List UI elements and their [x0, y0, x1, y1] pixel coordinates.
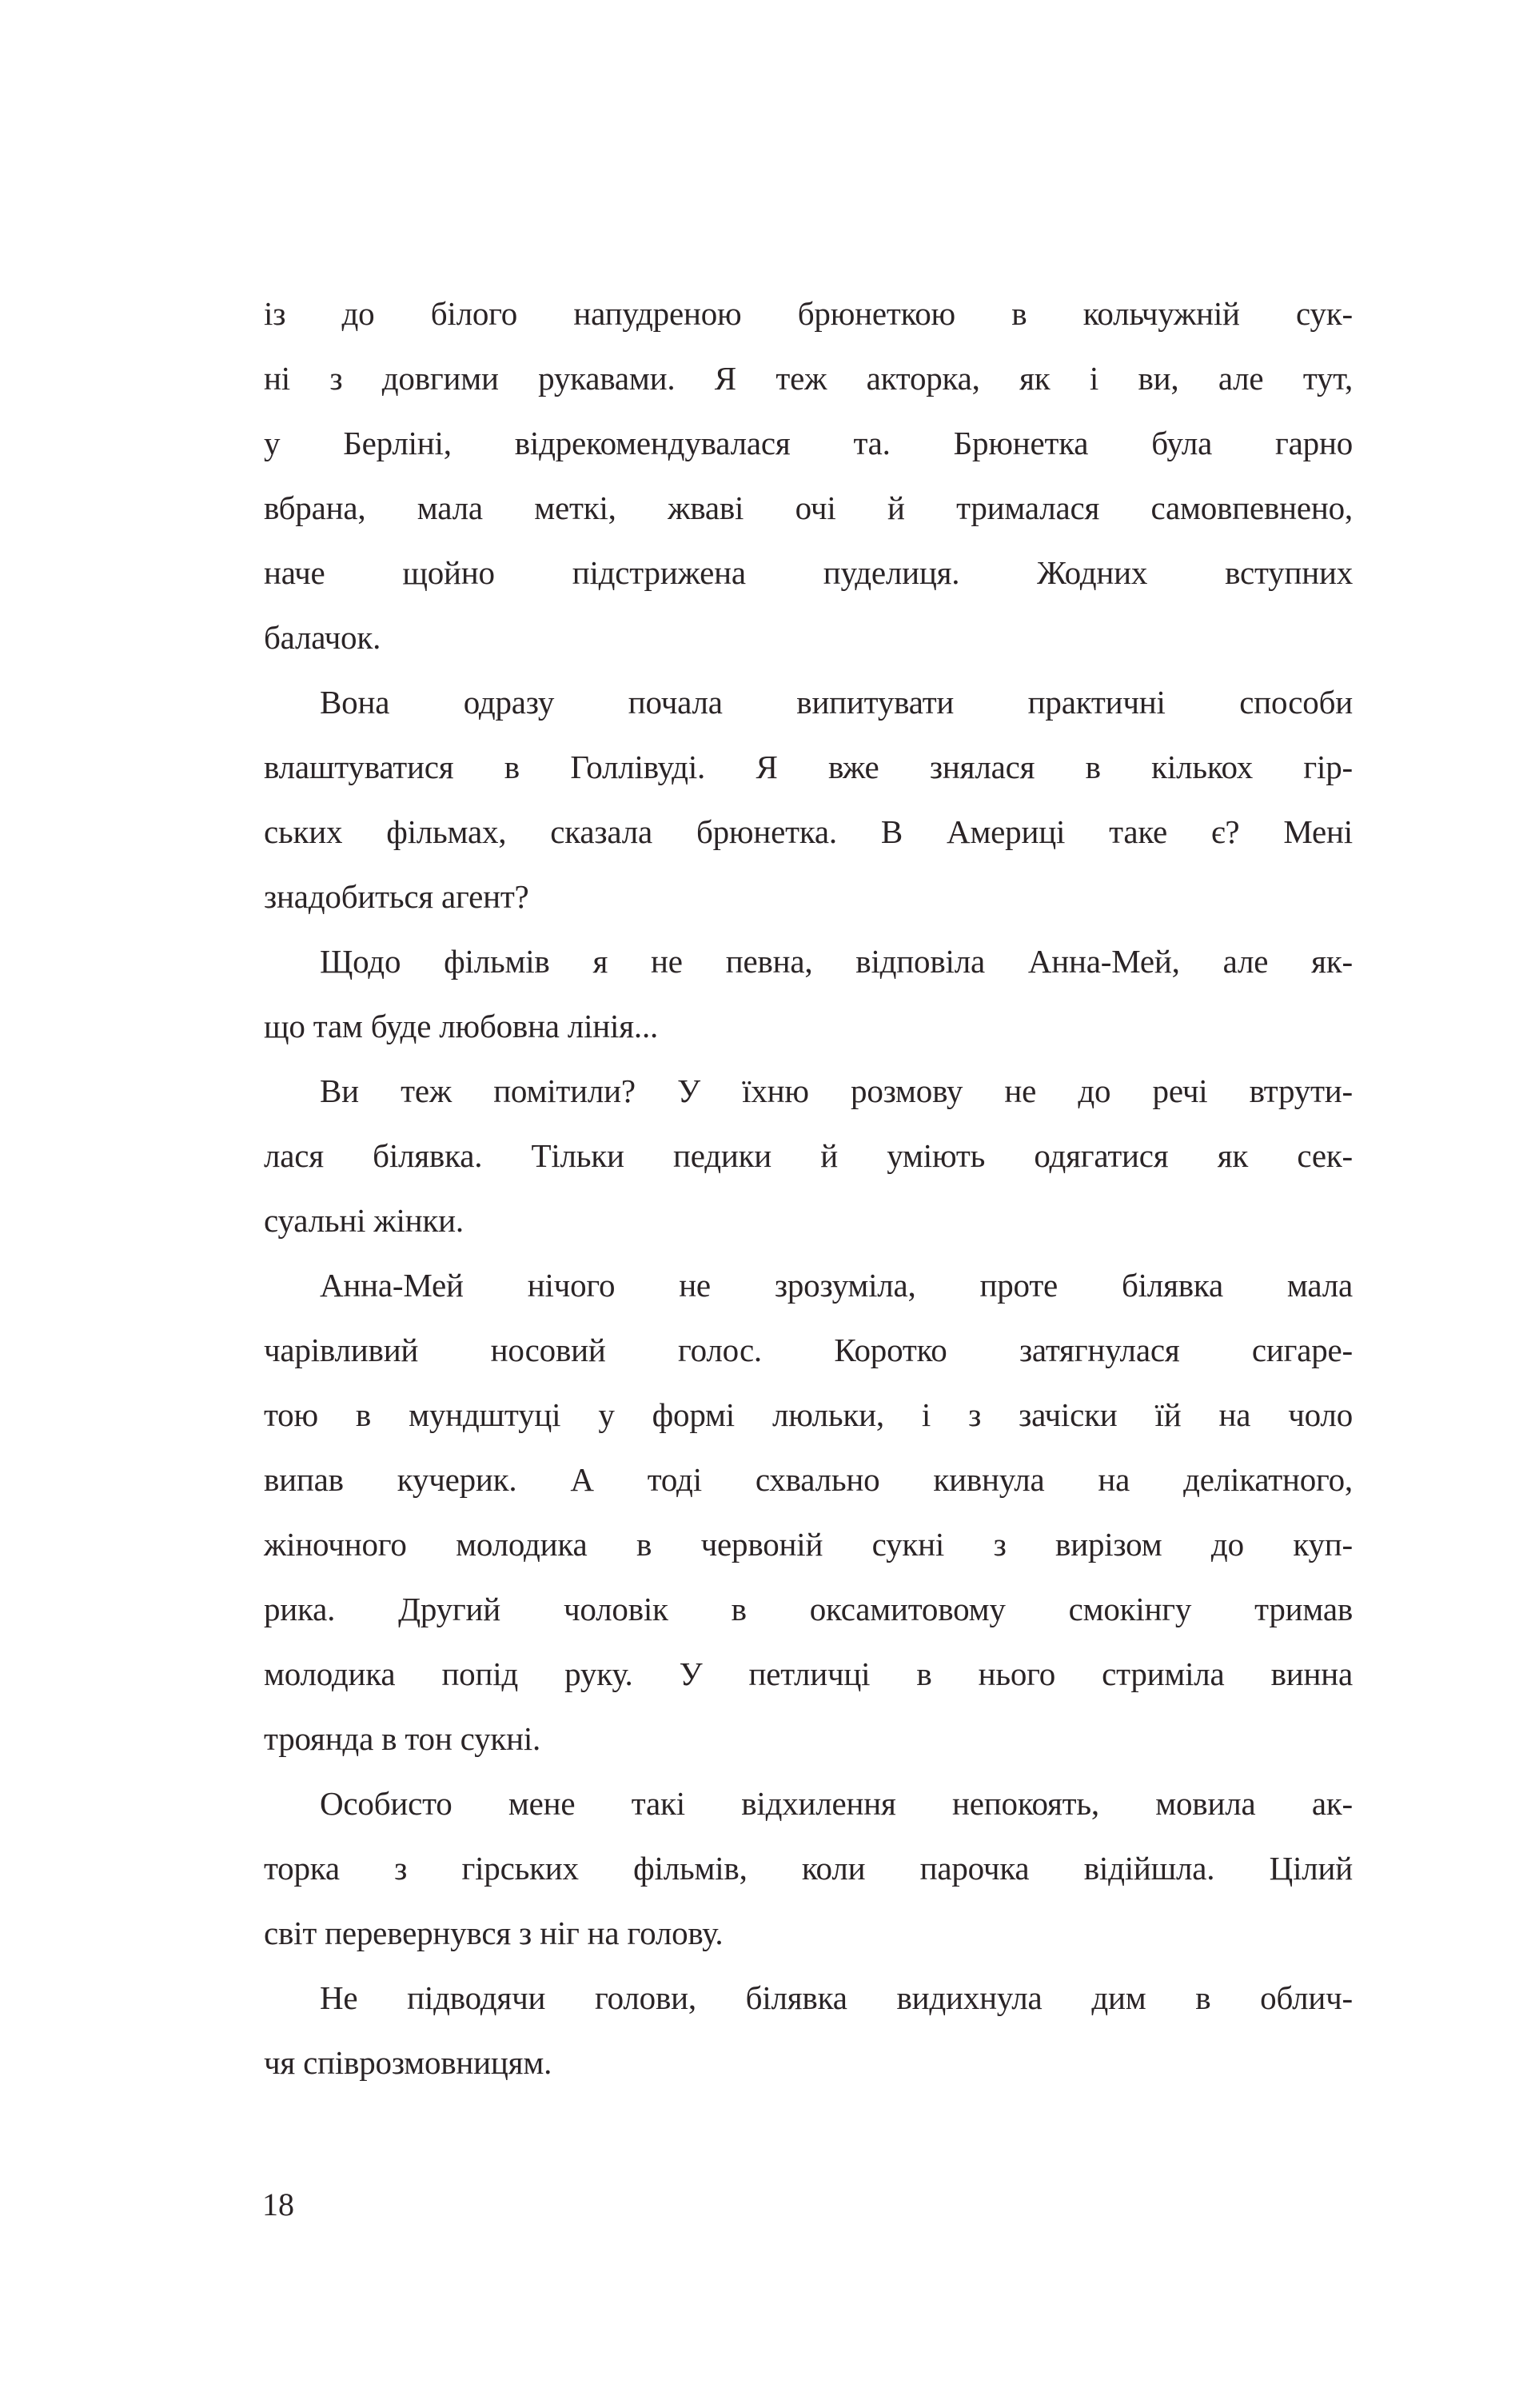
text-line: рика. Другий чоловік в оксамитовому смокінгу тримав — [264, 1591, 1353, 1627]
text-line: влаштуватися в Голлівуді. Я вже знялася в кількох гір- — [264, 749, 1353, 785]
text-line: суальні жінки. — [264, 1202, 464, 1239]
paragraph — [264, 282, 1353, 670]
text-line: у Берліні, відрекомендувалася та. Брюнетка була гарно — [264, 425, 1353, 461]
text-line: Анна-Мей нічого не зрозуміла, проте білявка мала — [320, 1267, 1353, 1304]
page-number: 18 — [262, 2186, 294, 2222]
text-line: ні з довгими рукавами. Я теж акторка, як і ви, але тут, — [264, 360, 1353, 397]
text-line: Особисто мене такі відхилення непокоять, мовила ак- — [320, 1785, 1353, 1822]
paragraph — [264, 1966, 1353, 2095]
paragraph — [264, 1771, 1353, 1966]
paragraph — [264, 1253, 1353, 1771]
text-line: торка з гірських фільмів, коли парочка відійшла. Цілий — [264, 1850, 1353, 1887]
text-line: випав кучерик. А тоді схвально кивнула на делікатного, — [264, 1461, 1353, 1498]
paragraph — [264, 1059, 1353, 1253]
text-line: вбрана, мала меткі, жваві очі й трималася самовпевнено, — [264, 489, 1353, 526]
text-line: Вона одразу почала випитувати практичні способи — [320, 684, 1353, 721]
text-line: Не підводячи голови, білявка видихнула дим в облич- — [320, 1979, 1353, 2016]
text-line: троянда в тон сукні. — [264, 1720, 541, 1757]
paragraph — [264, 929, 1353, 1059]
text-line: молодика попід руку. У петличці в нього стриміла винна — [264, 1655, 1353, 1692]
paragraph — [264, 670, 1353, 929]
text-line: світ перевернувся з ніг на голову. — [264, 1915, 724, 1951]
body-text — [264, 282, 1353, 2095]
text-line: знадобиться агент? — [264, 878, 529, 915]
text-line: балачок. — [264, 619, 381, 656]
text-line: ських фільмах, сказала брюнетка. В Америці таке є? Мені — [264, 813, 1353, 850]
text-line: лася білявка. Тільки педики й уміють одягатися як сек- — [264, 1137, 1353, 1174]
text-line: що там буде любовна лінія... — [264, 1008, 659, 1044]
text-line: із до білого напудреною брюнеткою в кольчужній сук- — [264, 295, 1353, 332]
text-line: чя співрозмовницям. — [264, 2044, 552, 2081]
text-line: чарівливий носовий голос. Коротко затягнулася сигаре- — [264, 1332, 1353, 1368]
text-line: наче щойно підстрижена пуделиця. Жодних вступних — [264, 554, 1353, 591]
text-line: Ви теж помітили? У їхню розмову не до речі втрути- — [320, 1072, 1353, 1109]
text-line: тою в мундштуці у формі люльки, і з зачіски їй на чоло — [264, 1396, 1353, 1433]
text-line: жіночного молодика в червоній сукні з вирізом до куп- — [264, 1526, 1353, 1563]
text-line: Щодо фільмів я не певна, відповіла Анна-Мей, але як- — [320, 943, 1353, 980]
